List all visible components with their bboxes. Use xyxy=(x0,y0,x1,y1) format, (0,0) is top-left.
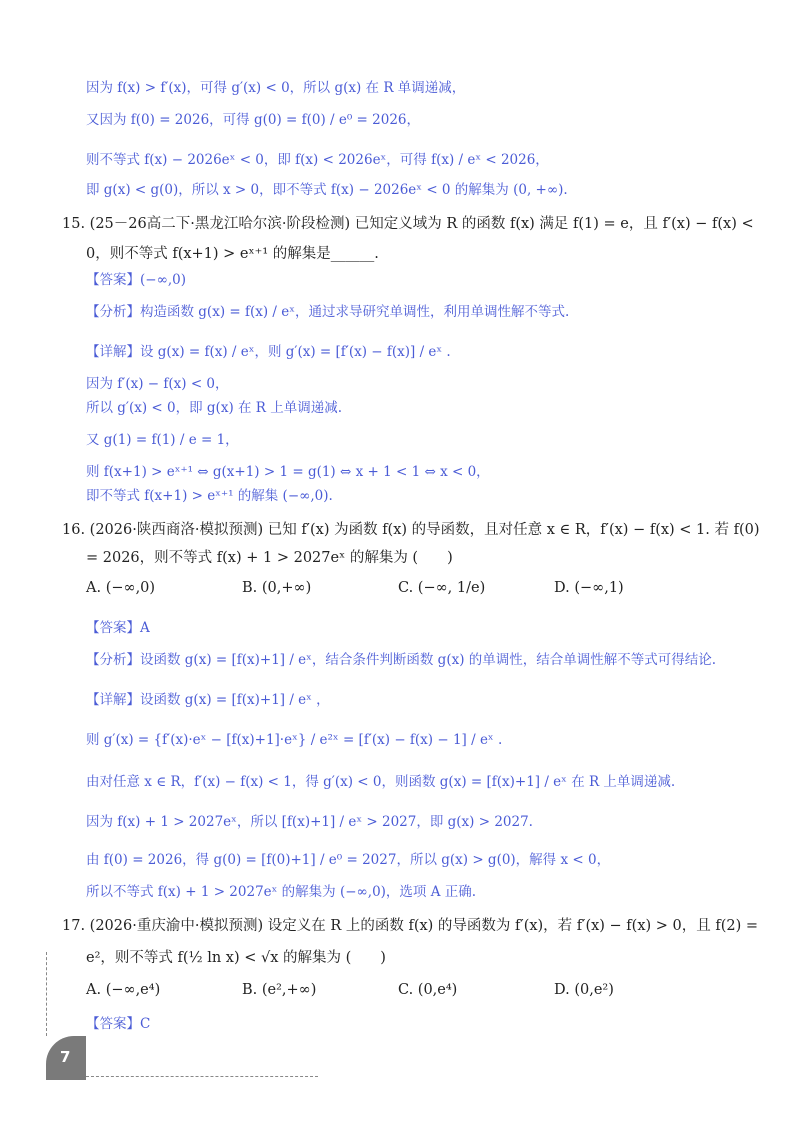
solution-line: 【分析】设函数 g(x) = [f(x)+1] / eˣ，结合条件判断函数 g(x) 的单调性，结合单调性解不等式可得结论. xyxy=(86,652,717,668)
solution-line: 因为 f(x) > f′(x)，可得 g′(x) < 0，所以 g(x) 在 R 单调递减， xyxy=(86,80,466,96)
choice-option: D. (0,e²) xyxy=(554,982,614,998)
solution-line: 【分析】构造函数 g(x) = f(x) / eˣ，通过求导研究单调性，利用单调性解不等式. xyxy=(86,304,570,320)
solution-line: 即不等式 f(x+1) > eˣ⁺¹ 的解集 (−∞,0). xyxy=(86,488,333,504)
solution-line: 【答案】A xyxy=(86,620,150,636)
choice-option: B. (e²,+∞) xyxy=(242,982,317,998)
question-line: 16. (2026·陕西商洛·模拟预测) 已知 f′(x) 为函数 f(x) 的导函数，且对任意 x ∈ R，f′(x) − f(x) < 1. 若 f(0) xyxy=(62,522,760,538)
question-line: 17. (2026·重庆渝中·模拟预测) 设定义在 R 上的函数 f(x) 的导函数为 f′(x)，若 f′(x) − f(x) > 0，且 f(2) = xyxy=(62,918,759,934)
choice-option: D. (−∞,1) xyxy=(554,580,624,596)
solution-line: 又因为 f(0) = 2026，可得 g(0) = f(0) / e⁰ = 2026， xyxy=(86,112,421,128)
solution-line: 则 f(x+1) > eˣ⁺¹ ⇔ g(x+1) > 1 = g(1) ⇔ x + 1 < 1 ⇔ x < 0， xyxy=(86,464,490,480)
question-line: 0，则不等式 f(x+1) > eˣ⁺¹ 的解集是______. xyxy=(86,246,379,262)
solution-line: 因为 f′(x) − f(x) < 0， xyxy=(86,376,229,392)
choice-option: C. (−∞, 1/e) xyxy=(398,580,486,596)
solution-line: 【答案】(−∞,0) xyxy=(86,272,186,288)
left-dashed-border xyxy=(46,952,47,1036)
bottom-dashed-border xyxy=(86,1076,318,1077)
choice-option: A. (−∞,e⁴) xyxy=(86,982,161,998)
page-number: 7 xyxy=(60,1048,71,1066)
solution-line: 因为 f(x) + 1 > 2027eˣ，所以 [f(x)+1] / eˣ > 2027，即 g(x) > 2027. xyxy=(86,814,533,830)
question-line: e²，则不等式 f(½ ln x) < √x 的解集为 ( ) xyxy=(86,950,386,966)
solution-line: 【答案】C xyxy=(86,1016,151,1032)
choice-option: B. (0,+∞) xyxy=(242,580,312,596)
solution-line: 又 g(1) = f(1) / e = 1， xyxy=(86,432,239,448)
solution-line: 所以不等式 f(x) + 1 > 2027eˣ 的解集为 (−∞,0)，选项 A 正确. xyxy=(86,884,477,900)
solution-line: 由对任意 x ∈ R，f′(x) − f(x) < 1，得 g′(x) < 0，则函数 g(x) = [f(x)+1] / eˣ 在 R 上单调递减. xyxy=(86,774,676,790)
choice-option: C. (0,e⁴) xyxy=(398,982,458,998)
solution-line: 【详解】设函数 g(x) = [f(x)+1] / eˣ ， xyxy=(86,692,330,708)
solution-line: 则不等式 f(x) − 2026eˣ < 0，即 f(x) < 2026eˣ，可得 f(x) / eˣ < 2026， xyxy=(86,152,549,168)
choice-option: A. (−∞,0) xyxy=(86,580,156,596)
solution-line: 则 g′(x) = {f′(x)·eˣ − [f(x)+1]·eˣ} / e²ˣ = [f′(x) − f(x) − 1] / eˣ . xyxy=(86,732,503,748)
solution-line: 所以 g′(x) < 0，即 g(x) 在 R 上单调递减. xyxy=(86,400,343,416)
solution-line: 即 g(x) < g(0)，所以 x > 0，即不等式 f(x) − 2026eˣ < 0 的解集为 (0, +∞). xyxy=(86,182,568,198)
solution-line: 由 f(0) = 2026，得 g(0) = [f(0)+1] / e⁰ = 2027，所以 g(x) > g(0)，解得 x < 0， xyxy=(86,852,611,868)
question-line: = 2026，则不等式 f(x) + 1 > 2027eˣ 的解集为 ( ) xyxy=(86,550,453,566)
question-line: 15. (25－26高二下·黑龙江哈尔滨·阶段检测) 已知定义域为 R 的函数 f(x) 满足 f(1) = e，且 f′(x) − f(x) < xyxy=(62,216,754,232)
solution-line: 【详解】设 g(x) = f(x) / eˣ，则 g′(x) = [f′(x) − f(x)] / eˣ . xyxy=(86,344,451,360)
